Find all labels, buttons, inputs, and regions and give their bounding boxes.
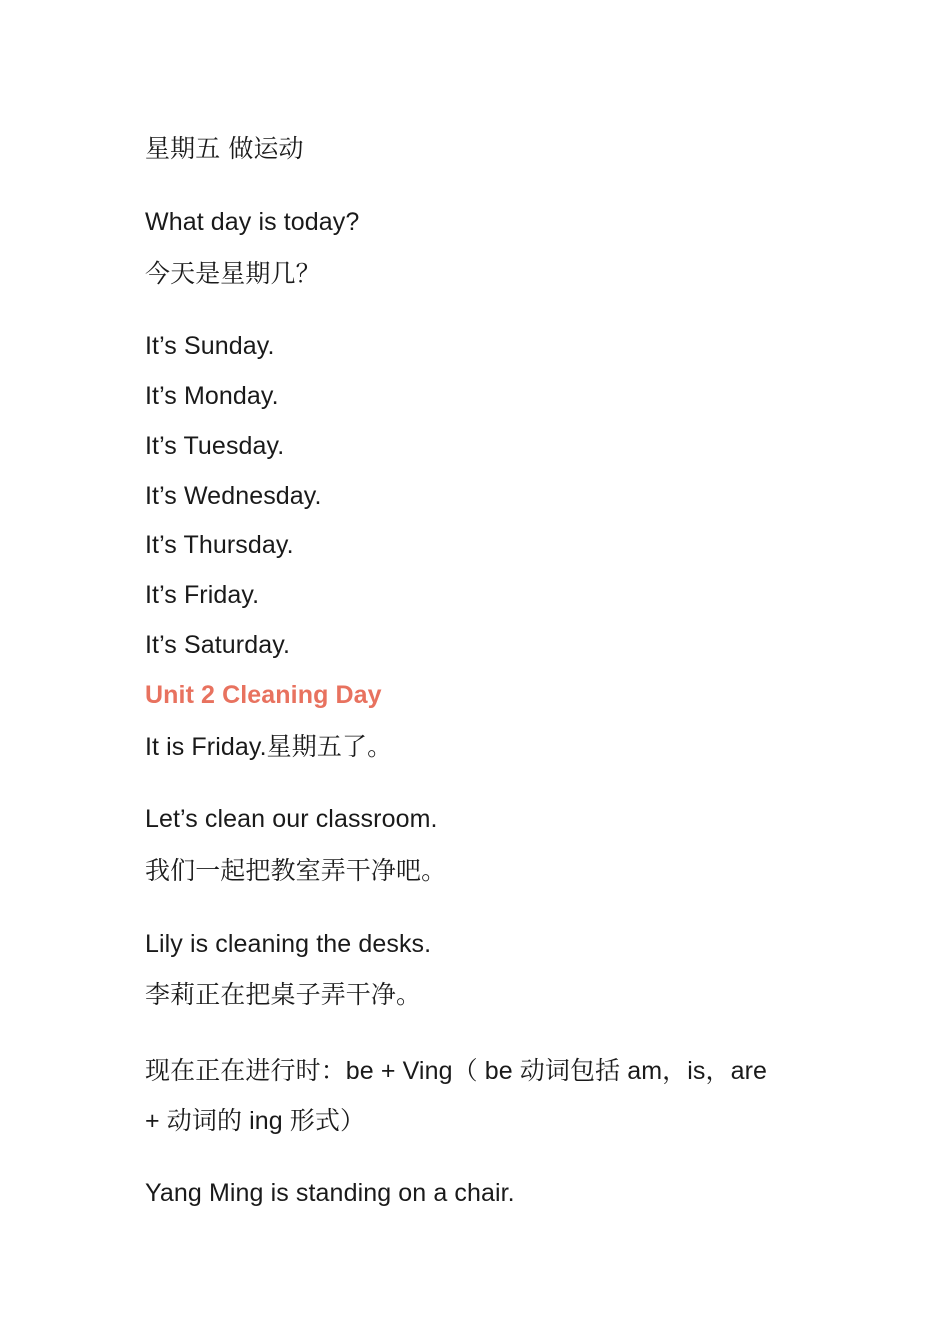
lets-clean-english: Let’s clean our classroom. — [145, 805, 438, 833]
day-sunday: It’s Sunday. — [145, 332, 275, 360]
day-tuesday: It’s Tuesday. — [145, 432, 285, 460]
day-wednesday: It’s Wednesday. — [145, 482, 322, 510]
day-friday: It’s Friday. — [145, 581, 260, 609]
lily-chinese: 李莉正在把桌子弄干净。 — [145, 980, 422, 1009]
friday-sentence: It is Friday.星期五了。 — [145, 733, 393, 761]
unit-heading: Unit 2 Cleaning Day — [145, 681, 382, 709]
question-chinese: 今天是星期几？ — [145, 259, 321, 288]
day-monday: It’s Monday. — [145, 382, 279, 410]
lets-clean-chinese: 我们一起把教室弄干净吧。 — [145, 856, 447, 885]
grammar-note-line-2: + 动词的 ing 形式） — [145, 1107, 366, 1135]
grammar-note-line-1: 现在正在进行时：be + Ving（ be 动词包括 am，is，are — [145, 1057, 768, 1085]
question-english: What day is today? — [145, 208, 360, 236]
yang-ming-english: Yang Ming is standing on a chair. — [145, 1179, 515, 1207]
day-saturday: It’s Saturday. — [145, 631, 290, 659]
document-title: 星期五 做运动 — [145, 134, 304, 163]
day-thursday: It’s Thursday. — [145, 531, 294, 559]
lily-english: Lily is cleaning the desks. — [145, 930, 432, 958]
